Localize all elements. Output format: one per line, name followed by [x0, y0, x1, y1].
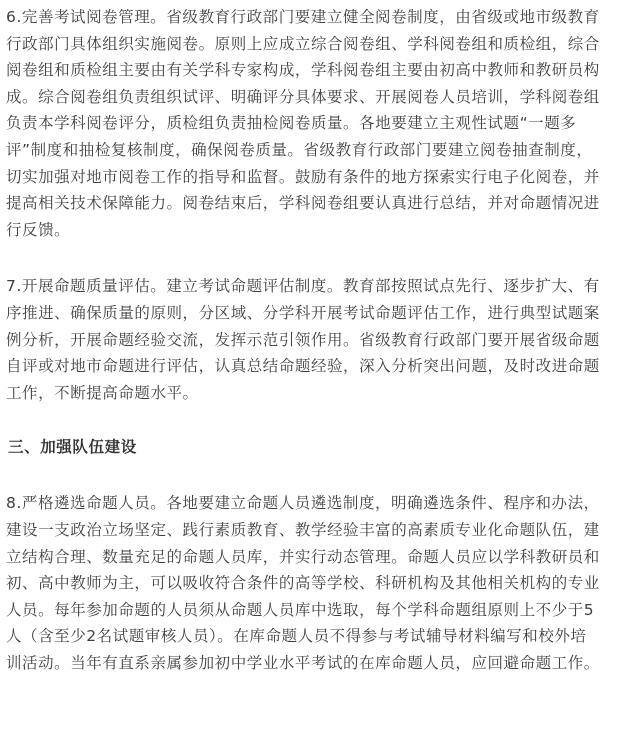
text-line: 人（含至少2名试题审核人员）。在库命题人员不得参与考试辅导材料编写和校外培	[6, 627, 587, 646]
text-line: 初、高中教师为主，可以吸收符合条件的高等学校、科研机构及其他相关机构的专业	[6, 574, 600, 593]
article-body	[6, 0, 632, 676]
text-line: 提高相关技术保障能力。阅卷结束后，学科阅卷组要认真进行总结，并对命题情况进	[6, 194, 600, 213]
text-line: 切实加强对地市阅卷工作的指导和监督。鼓励有条件的地方探索实行电子化阅卷，并	[6, 167, 600, 186]
text-line: 阅卷组和质检组主要由有关学科专家构成，学科阅卷组主要由初高中教师和教研员构	[6, 61, 600, 80]
text-line: 行反馈。	[6, 220, 71, 239]
text-line: 训活动。当年有直系亲属参加初中学业水平考试的在库命题人员，应回避命题工作。	[6, 653, 600, 672]
section-heading: 三、加强队伍建设	[8, 438, 137, 457]
text-line: 建设一支政治立场坚定、践行素质教育、教学经验丰富的高素质专业化命题队伍，建	[6, 520, 600, 539]
text-line: 工作，不断提高命题水平。	[6, 383, 199, 402]
text-line: 人员。每年参加命题的人员须从命题人员库中选取，每个学科命题组原则上不少于5	[6, 600, 595, 619]
text-line: 负责本学科阅卷评分，质检组负责抽检阅卷质量。各地要建立主观性试题“一题多	[6, 114, 577, 133]
text-line: 6.完善考试阅卷管理。省级教育行政部门要建立健全阅卷制度，由省级或地市级教育	[6, 8, 600, 26]
paragraph-8-selecting-personnel	[6, 490, 632, 676]
text-line: 7.开展命题质量评估。建立考试命题评估制度。教育部按照试点先行、逐步扩大、有	[6, 277, 600, 296]
text-line: 成。综合阅卷组负责组织试评、明确评分具体要求、开展阅卷人员培训，学科阅卷组	[6, 87, 600, 106]
text-line: 序推进、确保质量的原则，分区域、分学科开展考试命题评估工作，进行典型试题案	[6, 303, 600, 322]
text-line: 自评或对地市命题进行评估，认真总结命题经验，深入分析突出问题，及时改进命题	[6, 357, 600, 376]
paragraph-7-quality-evaluation	[6, 273, 632, 406]
text-line: 例分析，开展命题经验交流，发挥示范引领作用。省级教育行政部门要开展省级命题	[6, 330, 600, 349]
paragraph-6-exam-marking	[6, 0, 632, 243]
text-line: 8.严格遴选命题人员。各地要建立命题人员遴选制度，明确遴选条件、程序和办法，	[6, 494, 600, 513]
text-line: 立结构合理、数量充足的命题人员库，并实行动态管理。命题人员应以学科教研员和	[6, 547, 600, 566]
text-line: 评”制度和抽检复核制度，确保阅卷质量。省级教育行政部门要建立阅卷抽查制度，	[6, 140, 593, 159]
text-line: 行政部门具体组织实施阅卷。原则上应成立综合阅卷组、学科阅卷组和质检组，综合	[6, 34, 600, 53]
